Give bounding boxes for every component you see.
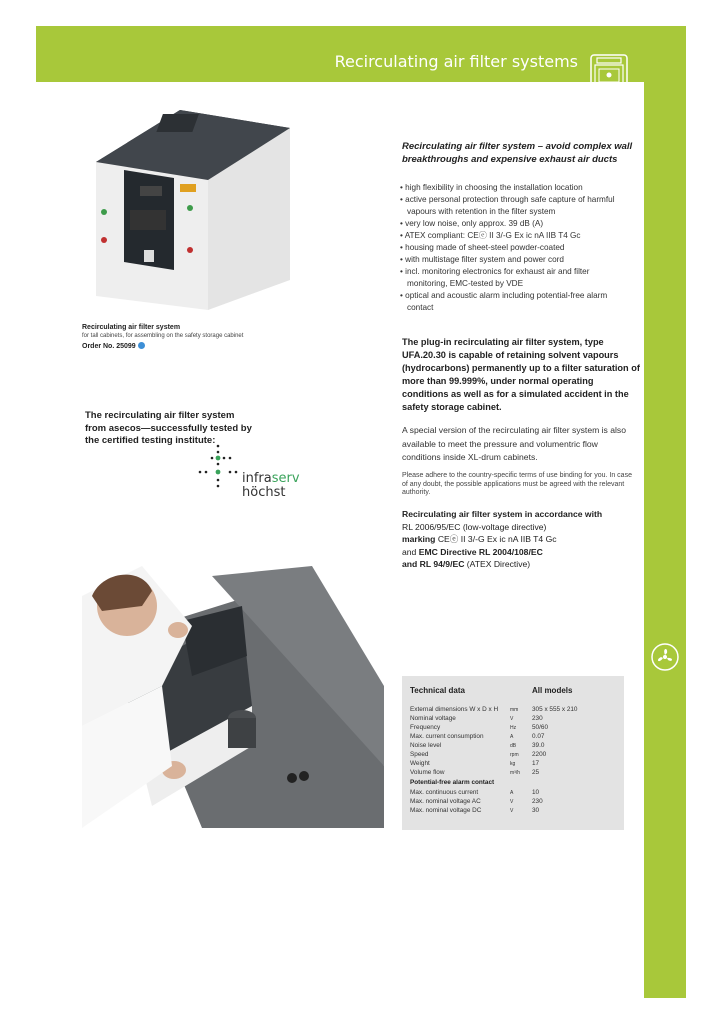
infraserv-part: infra <box>242 471 272 486</box>
accordance-line <box>402 546 640 559</box>
infraserv-line2: höchst <box>242 485 286 500</box>
table-row <box>410 715 620 724</box>
accordance-text: (ATEX Directive) <box>464 559 531 569</box>
row-label: Max. continuous current <box>410 789 479 796</box>
infraserv-wordmark <box>242 472 300 500</box>
row-value: 17 <box>532 760 540 767</box>
table-row <box>410 742 620 751</box>
accordance-bold: EMC Directive RL 2004/108/EC <box>418 546 543 557</box>
row-label: Volume flow <box>410 769 445 776</box>
accordance-line <box>402 558 640 571</box>
table-row <box>410 798 620 807</box>
row-label: Weight <box>410 760 430 767</box>
row-label: Nominal voltage <box>410 715 456 722</box>
table-section-row <box>410 779 620 788</box>
row-label: Speed <box>410 751 429 758</box>
accordance-text: CEⓔ II 3/-G Ex ic nA IIB T4 Gc <box>437 534 557 544</box>
row-unit: m³/h <box>510 770 520 776</box>
tested-line: The recirculating air filter system <box>85 410 235 421</box>
row-unit: Hz <box>510 725 517 731</box>
intro-heading <box>402 140 640 166</box>
row-label: Max. current consumption <box>410 733 484 740</box>
feature-item: • high flexibility in choosing the installation location <box>400 182 632 194</box>
intro-line: Recirculating air filter system – avoid complex wall <box>402 141 633 152</box>
infraserv-part-accent: serv <box>271 471 300 486</box>
feature-item: • optical and acoustic alarm including potential-free alarm contact <box>400 290 632 314</box>
row-unit: kg <box>510 761 516 767</box>
tested-statement <box>85 410 275 448</box>
row-unit: V <box>510 716 514 722</box>
row-value: 25 <box>532 769 540 776</box>
technical-data-title: Technical data <box>410 686 465 695</box>
capability-paragraph: The plug-in recirculating air filter system, type UFA.20.30 is capable of retaining solvent vapours (hydrocarbons) permanently up to a filter saturation of more than 99.999%, under normal operating conditions as well as for a simulated accident in the safety storage cabinet. <box>402 337 640 412</box>
row-value: 305 x 555 x 210 <box>532 706 578 713</box>
row-label: External dimensions W x D x H <box>410 706 499 713</box>
tested-line: from asecos—successfully tested by <box>85 422 252 434</box>
row-unit: A <box>510 790 514 796</box>
fan-icon <box>650 642 680 672</box>
row-value: 230 <box>532 798 543 805</box>
accordance-block <box>402 508 640 571</box>
accordance-bold: and RL 94/9/EC <box>402 559 465 569</box>
row-unit: rpm <box>510 752 519 758</box>
row-value: 50/60 <box>532 724 548 731</box>
product-image <box>80 100 300 318</box>
row-value: 10 <box>532 789 540 796</box>
product-caption-subtitle: for tall cabinets, for assembling on the safety storage cabinet <box>82 333 244 339</box>
accordance-line <box>402 533 640 546</box>
intro-line: breakthroughs and expensive exhaust air ducts <box>402 154 618 165</box>
row-label: Noise level <box>410 742 442 749</box>
accordance-line: RL 2006/95/EC (low-voltage directive) <box>402 521 547 532</box>
row-label: Max. nominal voltage AC <box>410 798 481 805</box>
cabinet-icon <box>590 54 628 90</box>
table-row <box>410 751 620 760</box>
info-icon[interactable] <box>138 342 145 349</box>
row-unit: mm <box>510 707 519 713</box>
row-value: 30 <box>532 807 540 814</box>
product-caption-title: Recirculating air filter system <box>82 324 181 331</box>
row-unit: A <box>510 734 514 740</box>
page-title: Recirculating air filter systems <box>334 52 578 71</box>
usage-photo <box>82 566 384 828</box>
feature-item: • incl. monitoring electronics for exhaust air and filter monitoring, EMC-tested by VDE <box>400 266 632 290</box>
feature-item: • ATEX compliant: CEⓔ II 3/-G Ex ic nA IIB T4 Gc <box>400 230 632 242</box>
order-number-text: Order No. 25099 <box>82 343 136 350</box>
feature-item: • housing made of sheet-steel powder-coated <box>400 242 632 254</box>
row-value: 230 <box>532 715 543 722</box>
table-row <box>410 760 620 769</box>
table-row <box>410 724 620 733</box>
feature-list <box>400 182 632 314</box>
row-value: 2200 <box>532 751 547 758</box>
row-value: 0.07 <box>532 733 545 740</box>
table-row <box>410 706 620 715</box>
table-row <box>410 789 620 798</box>
row-label: Frequency <box>410 724 441 731</box>
technical-data-column: All models <box>532 686 573 695</box>
row-unit: V <box>510 799 514 805</box>
side-band <box>644 82 686 998</box>
row-label: Max. nominal voltage DC <box>410 807 482 814</box>
table-row <box>410 769 620 778</box>
feature-item: • active personal protection through safe capture of harmful vapours with retention in the filter system <box>400 194 632 218</box>
feature-item: • with multistage filter system and power cord <box>400 254 632 266</box>
row-unit: dB <box>510 743 517 749</box>
special-version-paragraph: A special version of the recirculating air filter system is also available to meet the pressure and volumentric flow conditions inside XL-drum cabinets. <box>402 425 627 462</box>
row-unit: V <box>510 808 514 814</box>
tested-line: the certified testing institute: <box>85 435 216 446</box>
accordance-text: and <box>402 546 419 557</box>
table-row <box>410 807 620 816</box>
accordance-heading: Recirculating air filter system in accordance with <box>402 509 603 519</box>
table-row <box>410 733 620 742</box>
feature-item: • very low noise, only approx. 39 dB (A) <box>400 218 632 230</box>
accordance-bold: marking <box>402 534 438 544</box>
row-value: 39.0 <box>532 742 545 749</box>
terms-paragraph: Please adhere to the country-specific terms of use binding for you. In case of any doubt, the possible applications must be agreed with the relevant authority. <box>402 472 632 496</box>
order-number <box>82 342 145 350</box>
section-label: Potential-free alarm contact <box>410 779 495 786</box>
